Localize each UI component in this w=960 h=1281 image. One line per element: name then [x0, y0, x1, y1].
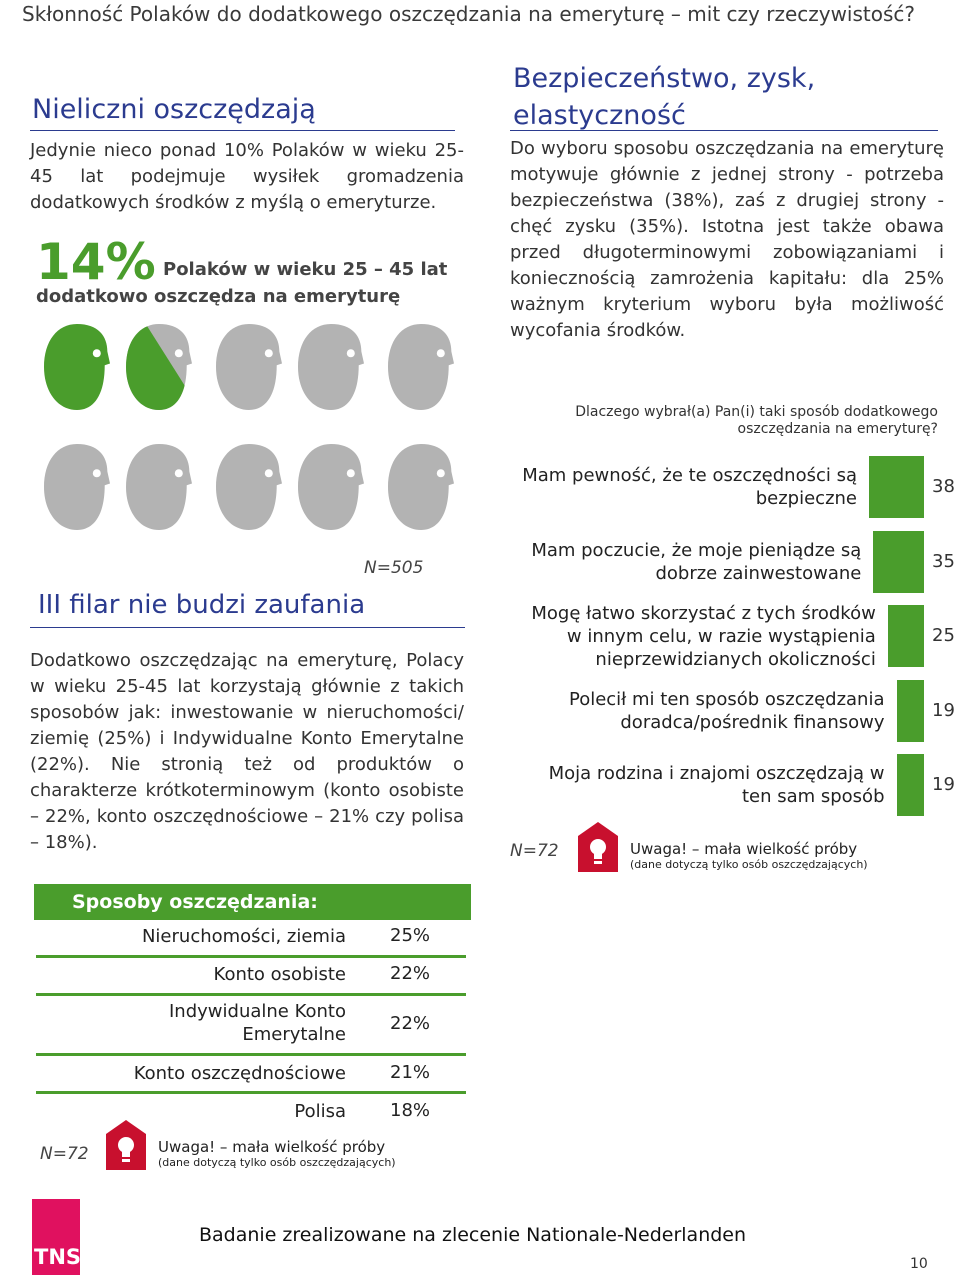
big-percent: 14%: [36, 233, 156, 291]
person-head-icon: [216, 444, 282, 530]
section-title-third-pillar: III filar nie budzi zaufania: [38, 590, 366, 620]
person-head-icon: [44, 324, 110, 410]
big-caption-2: dodatkowo oszczędza na emeryturę: [36, 286, 401, 307]
section-title-few-save: Nieliczni oszczędzają: [32, 94, 316, 125]
sample-size-label: N=72: [40, 1144, 89, 1164]
warning-title: Uwaga! – mała wielkość próby: [158, 1138, 386, 1156]
big-caption-1: Polaków w wieku 25 – 45 lat: [163, 259, 448, 280]
person-eye-icon: [93, 469, 101, 477]
person-eye-icon: [93, 349, 101, 357]
chart-bar: [888, 605, 924, 667]
table-row-label: Nieruchomości, ziemia: [141, 926, 346, 947]
person-eye-icon: [347, 469, 355, 477]
sample-size-label: N=72: [510, 841, 559, 861]
page-number: 10: [910, 1256, 928, 1272]
chart-data-label: 38: [932, 476, 955, 497]
section-title-safety-2: elastyczność: [513, 100, 686, 131]
person-eye-icon: [265, 469, 273, 477]
chart-question-1: Dlaczego wybrał(a) Pan(i) taki sposób dodatkowego: [575, 404, 938, 420]
table-row-label: Konto osobiste: [213, 964, 346, 985]
chart-bar: [873, 531, 924, 593]
chart-bar: [897, 680, 925, 742]
footer-text: Badanie zrealizowane na zlecenie Nationale-Nederlanden: [199, 1224, 747, 1246]
warning-subtitle: (dane dotyczą tylko osób oszczędzających): [630, 858, 868, 871]
table-row: [36, 920, 466, 958]
person-head-icon: [388, 324, 454, 410]
warning-icon: [576, 820, 620, 878]
person-eye-icon: [347, 349, 355, 357]
table-row: [36, 958, 466, 996]
table-row-value: 22%: [390, 963, 431, 984]
person-head-icon: [216, 324, 282, 410]
section-body-few-save: Jedynie nieco ponad 10% Polaków w wieku 25-45 lat podejmuje wysiłek gromadzenia dodatkowych środków z myślą o emeryturze.: [30, 140, 464, 213]
person-eye-icon: [265, 349, 273, 357]
person-eye-icon: [437, 349, 445, 357]
chart-category-label: Moja rodzina i znajomi oszczędzają w ten sam sposób: [548, 763, 885, 807]
warning-subtitle: (dane dotyczą tylko osób oszczędzających): [158, 1156, 396, 1169]
table-row: [36, 1056, 466, 1094]
table-row-label: Polisa: [294, 1101, 346, 1122]
chart-category-label: Polecił mi ten sposób oszczędzania doradca/pośrednik finansowy: [568, 689, 885, 733]
table-row-label: Indywidualne Konto Emerytalne: [169, 1001, 346, 1045]
chart-data-label: 25: [932, 625, 955, 646]
table-row-value: 25%: [390, 925, 431, 946]
section-rule: [510, 130, 938, 131]
section-title-safety-1: Bezpieczeństwo, zysk,: [513, 63, 816, 94]
page-title: Skłonność Polaków do dodatkowego oszczędzania na emeryturę – mit czy rzeczywistość?: [22, 2, 916, 26]
table-row-label: Konto oszczędnościowe: [133, 1063, 346, 1084]
sample-size-label-505: N=505: [364, 558, 424, 578]
person-head-icon: [298, 324, 364, 410]
chart-data-label: 35: [932, 551, 955, 572]
warning-title: Uwaga! – mała wielkość próby: [630, 840, 858, 858]
person-head-icon: [126, 444, 192, 530]
person-eye-icon: [175, 469, 183, 477]
table-row-value: 22%: [390, 1013, 431, 1034]
table-row: [36, 996, 466, 1056]
table-header-bar: [34, 884, 471, 920]
tns-logo: [32, 1199, 80, 1275]
table-row-value: 18%: [390, 1100, 431, 1121]
section-rule: [30, 627, 465, 628]
warning-icon: [104, 1118, 148, 1176]
tns-logo-text: TNS: [34, 1245, 82, 1269]
chart-bar: [897, 754, 925, 816]
table-row-value: 21%: [390, 1062, 431, 1083]
person-eye-icon: [175, 349, 183, 357]
section-body-third-pillar: Dodatkowo oszczędzając na emeryturę, Polacy w wieku 25-45 lat korzystają głównie z takich sposobów jak: inwestowanie w nieruchomości/ ziemię (25%) i Indywidualne Konto Emerytalne (22%). Nie stronią też od produktów o charakterze krótkoterminowym (konto osobiste – 22%, konto oszczędnościowe – 21% czy polisa – 18%).: [30, 650, 464, 853]
table-row: [36, 1094, 466, 1129]
chart-bar: [869, 456, 924, 518]
chart-category-label: Mam pewność, że te oszczędności są bezpieczne: [522, 465, 857, 509]
chart-data-label: 19: [932, 774, 955, 795]
person-eye-icon: [437, 469, 445, 477]
chart-data-label: 19: [932, 700, 955, 721]
person-head-icon: [298, 444, 364, 530]
person-head-icon: [388, 444, 454, 530]
person-head-icon: [44, 444, 110, 530]
heads-svg: [0, 0, 470, 540]
chart-question-2: oszczędzania na emeryturę?: [737, 421, 938, 437]
chart-category-label: Mam poczucie, że moje pieniądze są dobrze zainwestowane: [531, 540, 862, 584]
table-header: Sposoby oszczędzania:: [72, 891, 318, 913]
section-body-safety: Do wyboru sposobu oszczędzania na emeryturę motywuje głównie z jednej strony - potrzeba bezpieczeństwa (38%), zaś z drugiej strony - chęć zysku (35%). Istotna jest także obawa przed długoterminowymi zobowiązaniami i koniecznością zamrożenia kapitału: dla 25% ważnym kryterium wyboru była możliwość wycofania środków.: [510, 138, 944, 341]
chart-category-label: Mogę łatwo skorzystać z tych środków w innym celu, w razie wystąpienia nieprzewidzianych okoliczności: [531, 602, 876, 670]
